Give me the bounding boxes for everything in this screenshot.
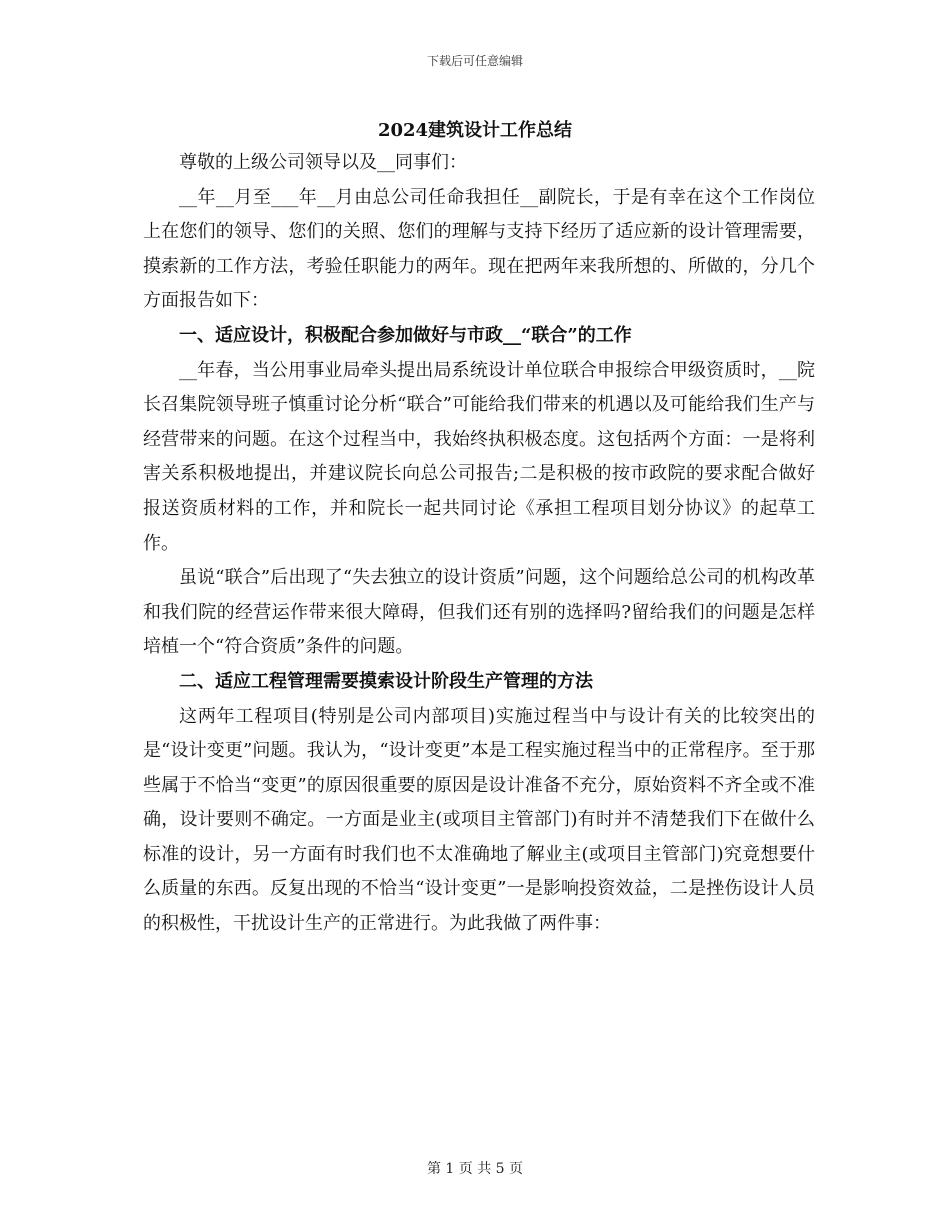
header-note: 下载后可任意编辑 [426, 54, 523, 68]
page-footer: 第 1 页 共 5 页 [426, 1161, 524, 1177]
document-title: 2024建筑设计工作总结 [377, 120, 573, 141]
section-heading-1: 一、适应设计，积极配合参加做好与市政__“联合”的工作 [179, 324, 632, 346]
paragraph-qualification: 虽说“联合”后出现了“失去独立的设计资质”问题，这个问题给总公司的机构改革和我们院的经营运作带来很大障碍，但我们还有别的选择吗?留给我们的问题是怎样培植一个“符合资质”条件的问题。 [143, 567, 815, 658]
section-heading-2: 二、适应工程管理需要摸索设计阶段生产管理的方法 [179, 670, 593, 692]
paragraph-alliance: __年春，当公用事业局牵头提出局系统设计单位联合申报综合甲级资质时，__院长召集院领导班子慎重讨论分析“联合”可能给我们带来的机遇以及可能给我们生产与经营带来的问题。在这个过程当中，我始终执积极态度。这包括两个方面：一是将利害关系积极地提出，并建议院长向总公司报告;二是积极的按市政院的要求配合做好报送资质材料的工作，并和院长一起共同讨论《承担工程项目划分协议》的起草工作。 [143, 359, 815, 554]
paragraph-design-change: 这两年工程项目(特别是公司内部项目)实施过程当中与设计有关的比较突出的是“设计变更”问题。我认为，“设计变更”本是工程实施过程当中的正常程序。至于那些属于不恰当“变更”的原因很重要的原因是设计准备不充分，原始资料不齐全或不准确，设计要则不确定。一方面是业主(或项目主管部门)有时并不清楚我们下在做什么标准的设计，另一方面有时我们也不太准确地了解业主(或项目主管部门)究竟想要什么质量的东西。反复出现的不恰当“设计变更”一是影响投资效益，二是挫伤设计人员的积极性，干扰设计生产的正常进行。为此我做了两件事： [143, 705, 815, 935]
document-body [143, 146, 815, 942]
paragraph-intro: __年__月至___年__月由总公司任命我担任__副院长，于是有幸在这个工作岗位上在您们的领导、您们的关照、您们的理解与支持下经历了适应新的设计管理需要，摸索新的工作方法，考验任职能力的两年。现在把两年来我所想的、所做的，分几个方面报告如下： [143, 186, 815, 312]
salutation: 尊敬的上级公司领导以及__同事们： [179, 152, 467, 173]
